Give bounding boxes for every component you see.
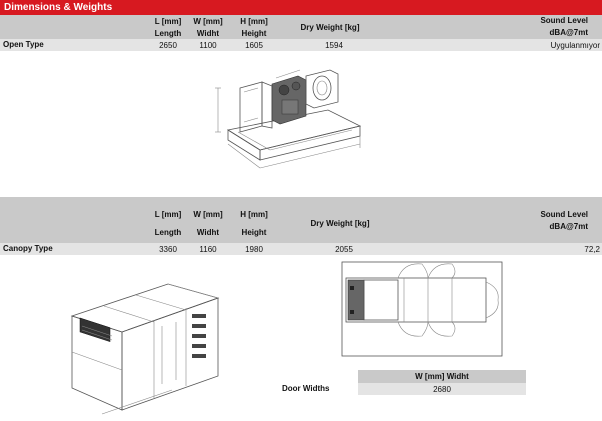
door-width-header: W [mm] Widht bbox=[415, 372, 469, 381]
canopy-length-unit-header: L [mm] bbox=[154, 210, 182, 219]
canopy-width-name-header: Widht bbox=[196, 228, 220, 237]
canopy-dry-weight-value: 2055 bbox=[335, 245, 353, 254]
canopy-sound-level-header: Sound Level bbox=[540, 210, 588, 219]
canopy-width-value: 1160 bbox=[199, 245, 217, 254]
open-height-value: 1605 bbox=[245, 41, 263, 50]
open-type-row bbox=[0, 39, 602, 51]
open-dry-weight-value: 1594 bbox=[325, 41, 343, 50]
canopy-dry-weight-header: Dry Weight [kg] bbox=[310, 219, 370, 228]
open-length-value: 2650 bbox=[159, 41, 177, 50]
canopy-height-name-header: Height bbox=[241, 228, 267, 237]
open-type-generator-drawing bbox=[210, 58, 370, 183]
canopy-type-label: Canopy Type bbox=[3, 244, 53, 253]
canopy-length-value: 3360 bbox=[159, 245, 177, 254]
width-name-header: Widht bbox=[196, 29, 220, 38]
door-widths-label: Door Widths bbox=[282, 384, 330, 393]
canopy-height-value: 1980 bbox=[245, 245, 263, 254]
length-name-header: Length bbox=[154, 29, 182, 38]
section-title: Dimensions & Weights bbox=[0, 0, 602, 15]
canopy-isometric-drawing bbox=[68, 278, 228, 418]
canopy-length-name-header: Length bbox=[154, 228, 182, 237]
canopy-sound-level-unit-header: dBA@7mt bbox=[549, 222, 588, 231]
open-type-label: Open Type bbox=[3, 40, 44, 49]
canopy-top-view-drawing bbox=[338, 260, 508, 360]
height-name-header: Height bbox=[241, 29, 267, 38]
open-width-value: 1100 bbox=[199, 41, 217, 50]
sound-level-unit-header: dBA@7mt bbox=[549, 28, 588, 37]
dry-weight-header: Dry Weight [kg] bbox=[300, 23, 360, 32]
canopy-height-unit-header: H [mm] bbox=[240, 210, 268, 219]
sound-level-header: Sound Level bbox=[540, 16, 588, 25]
open-sound-level-value: Uygulanmıyor bbox=[550, 41, 600, 50]
canopy-width-unit-header: W [mm] bbox=[193, 210, 223, 219]
canopy-sound-level-value: 72,2 bbox=[584, 245, 600, 254]
length-unit-header: L [mm] bbox=[154, 17, 182, 26]
door-width-value: 2680 bbox=[433, 385, 451, 394]
height-unit-header: H [mm] bbox=[240, 17, 268, 26]
width-unit-header: W [mm] bbox=[193, 17, 223, 26]
canopy-type-row bbox=[0, 243, 602, 255]
